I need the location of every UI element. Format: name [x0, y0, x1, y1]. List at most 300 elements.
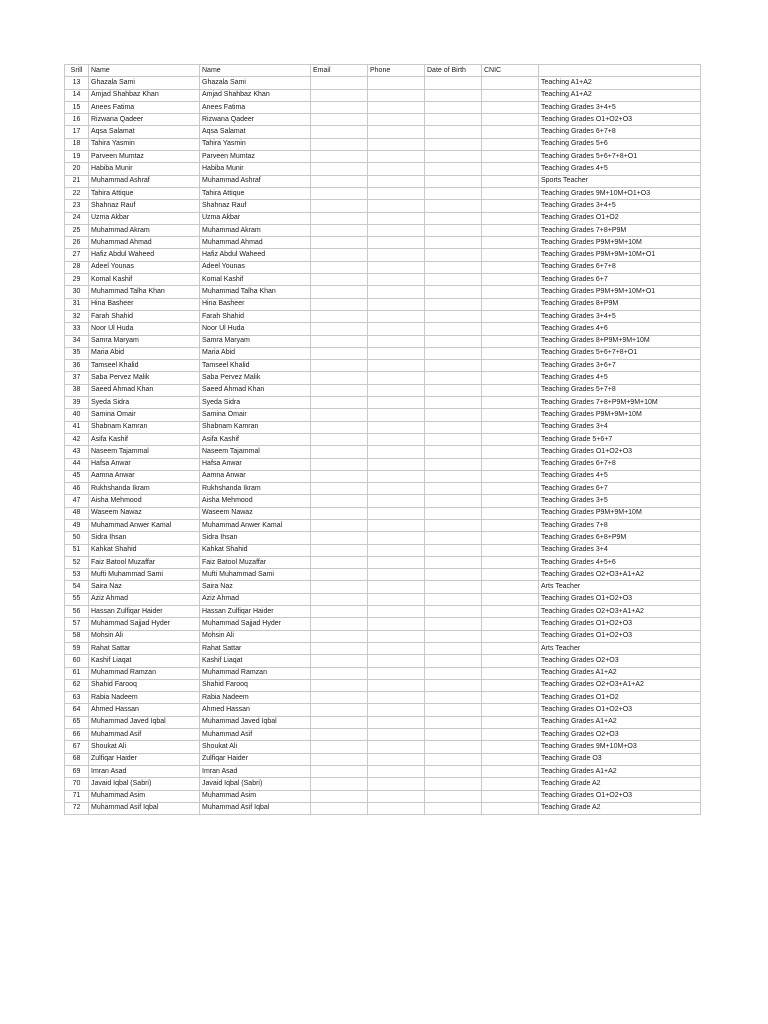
cell-email [311, 310, 368, 322]
cell-cnic [482, 556, 539, 568]
cell-cnic [482, 765, 539, 777]
cell-email [311, 187, 368, 199]
cell-cnic [482, 347, 539, 359]
cell-cnic [482, 163, 539, 175]
cell-name: Saira Naz [89, 581, 200, 593]
cell-name-2: Shabnam Kamran [200, 421, 311, 433]
cell-date-of-birth [425, 151, 482, 163]
cell-role: Teaching Grades O2+O3 [539, 729, 701, 741]
cell-name-2: Kashif Liaqat [200, 655, 311, 667]
cell-role: Teaching Grades O1+O2 [539, 212, 701, 224]
cell-date-of-birth [425, 175, 482, 187]
column-header-role [539, 65, 701, 77]
cell-role: Teaching A1+A2 [539, 89, 701, 101]
cell-name-2: Shoukat Ali [200, 741, 311, 753]
table-row [65, 593, 701, 605]
cell-phone [368, 421, 425, 433]
table-row [65, 729, 701, 741]
table-row [65, 556, 701, 568]
cell-email [311, 470, 368, 482]
cell-name: Parveen Mumtaz [89, 151, 200, 163]
cell-role: Teaching Grades O2+O3 [539, 655, 701, 667]
table-row [65, 384, 701, 396]
cell-role: Teaching Grades 9M+10M+O1+O3 [539, 187, 701, 199]
cell-srill: 17 [65, 126, 89, 138]
cell-srill: 52 [65, 556, 89, 568]
cell-phone [368, 323, 425, 335]
cell-cnic [482, 310, 539, 322]
table-row [65, 89, 701, 101]
cell-role: Teaching Grades P9M+9M+10M [539, 409, 701, 421]
cell-cnic [482, 606, 539, 618]
cell-name: Muhammad Asim [89, 790, 200, 802]
cell-name: Muhammad Anwer Kamal [89, 519, 200, 531]
cell-role: Teaching Grades A1+A2 [539, 716, 701, 728]
cell-srill: 31 [65, 298, 89, 310]
cell-date-of-birth [425, 372, 482, 384]
cell-email [311, 261, 368, 273]
cell-cnic [482, 692, 539, 704]
cell-name: Hafiz Abdul Waheed [89, 249, 200, 261]
cell-name-2: Saba Pervez Malik [200, 372, 311, 384]
cell-phone [368, 753, 425, 765]
table-row [65, 495, 701, 507]
cell-name-2: Muhammad Talha Khan [200, 286, 311, 298]
cell-name: Tahira Yasmin [89, 138, 200, 150]
cell-name: Muhammad Ashraf [89, 175, 200, 187]
cell-phone [368, 692, 425, 704]
cell-date-of-birth [425, 187, 482, 199]
cell-role: Teaching Grades O1+O2+O3 [539, 790, 701, 802]
cell-email [311, 409, 368, 421]
table-row [65, 483, 701, 495]
cell-email [311, 569, 368, 581]
cell-name: Hafsa Anwar [89, 458, 200, 470]
cell-name-2: Mohsin Ali [200, 630, 311, 642]
cell-email [311, 89, 368, 101]
cell-email [311, 360, 368, 372]
cell-cnic [482, 667, 539, 679]
column-header-phone: Phone [368, 65, 425, 77]
cell-name: Rukhshanda Ikram [89, 483, 200, 495]
cell-email [311, 101, 368, 113]
cell-phone [368, 249, 425, 261]
cell-name: Maria Abid [89, 347, 200, 359]
cell-date-of-birth [425, 507, 482, 519]
cell-name: Muhammad Asif Iqbal [89, 802, 200, 814]
cell-srill: 24 [65, 212, 89, 224]
cell-name-2: Ghazala Sami [200, 77, 311, 89]
cell-srill: 45 [65, 470, 89, 482]
cell-email [311, 335, 368, 347]
table-row [65, 433, 701, 445]
cell-date-of-birth [425, 470, 482, 482]
cell-phone [368, 101, 425, 113]
cell-role: Teaching A1+A2 [539, 77, 701, 89]
cell-name: Amjad Shahbaz Khan [89, 89, 200, 101]
cell-srill: 36 [65, 360, 89, 372]
cell-date-of-birth [425, 323, 482, 335]
cell-cnic [482, 224, 539, 236]
cell-cnic [482, 151, 539, 163]
cell-cnic [482, 495, 539, 507]
cell-date-of-birth [425, 433, 482, 445]
cell-date-of-birth [425, 778, 482, 790]
cell-role: Teaching Grade A2 [539, 802, 701, 814]
header-row [65, 65, 701, 77]
cell-cnic [482, 679, 539, 691]
cell-date-of-birth [425, 556, 482, 568]
cell-email [311, 519, 368, 531]
cell-role: Teaching Grades 6+8+P9M [539, 532, 701, 544]
cell-date-of-birth [425, 606, 482, 618]
cell-phone [368, 126, 425, 138]
cell-name: Ghazala Sami [89, 77, 200, 89]
table-row [65, 532, 701, 544]
cell-email [311, 581, 368, 593]
cell-email [311, 446, 368, 458]
cell-email [311, 151, 368, 163]
cell-date-of-birth [425, 790, 482, 802]
cell-srill: 54 [65, 581, 89, 593]
table-row [65, 679, 701, 691]
table-row [65, 163, 701, 175]
cell-phone [368, 151, 425, 163]
cell-email [311, 507, 368, 519]
cell-name: Muhammad Talha Khan [89, 286, 200, 298]
cell-srill: 38 [65, 384, 89, 396]
cell-phone [368, 77, 425, 89]
cell-cnic [482, 507, 539, 519]
cell-role: Teaching Grades 3+4+5 [539, 200, 701, 212]
table-row [65, 790, 701, 802]
cell-date-of-birth [425, 495, 482, 507]
table-row [65, 765, 701, 777]
cell-srill: 40 [65, 409, 89, 421]
cell-date-of-birth [425, 310, 482, 322]
cell-phone [368, 224, 425, 236]
cell-cnic [482, 397, 539, 409]
cell-email [311, 729, 368, 741]
cell-email [311, 384, 368, 396]
cell-email [311, 397, 368, 409]
cell-phone [368, 89, 425, 101]
cell-date-of-birth [425, 446, 482, 458]
cell-name-2: Rahat Sattar [200, 642, 311, 654]
cell-name: Aamna Anwar [89, 470, 200, 482]
cell-name: Farah Shahid [89, 310, 200, 322]
cell-srill: 27 [65, 249, 89, 261]
cell-email [311, 298, 368, 310]
cell-role: Teaching Grades 8+P9M+9M+10M [539, 335, 701, 347]
table-row [65, 360, 701, 372]
table-row [65, 237, 701, 249]
cell-name: Muhammad Sajjad Hyder [89, 618, 200, 630]
cell-cnic [482, 187, 539, 199]
cell-srill: 22 [65, 187, 89, 199]
table-row [65, 630, 701, 642]
cell-cnic [482, 286, 539, 298]
cell-name-2: Syeda Sidra [200, 397, 311, 409]
cell-name-2: Amjad Shahbaz Khan [200, 89, 311, 101]
cell-email [311, 765, 368, 777]
cell-role: Teaching Grades O2+O3+A1+A2 [539, 679, 701, 691]
cell-cnic [482, 704, 539, 716]
cell-cnic [482, 569, 539, 581]
table-row [65, 175, 701, 187]
cell-name-2: Aisha Mehmood [200, 495, 311, 507]
cell-srill: 65 [65, 716, 89, 728]
cell-srill: 55 [65, 593, 89, 605]
cell-phone [368, 261, 425, 273]
cell-name: Samra Maryam [89, 335, 200, 347]
cell-phone [368, 360, 425, 372]
cell-name: Javaid Iqbal (Sabri) [89, 778, 200, 790]
cell-phone [368, 495, 425, 507]
cell-phone [368, 298, 425, 310]
cell-cnic [482, 261, 539, 273]
cell-cnic [482, 519, 539, 531]
cell-name-2: Saira Naz [200, 581, 311, 593]
cell-phone [368, 704, 425, 716]
cell-name: Kahkat Shahid [89, 544, 200, 556]
cell-phone [368, 655, 425, 667]
cell-srill: 57 [65, 618, 89, 630]
cell-cnic [482, 237, 539, 249]
cell-role: Teaching Grades O2+O3+A1+A2 [539, 569, 701, 581]
cell-phone [368, 483, 425, 495]
cell-role: Teaching Grades P9M+9M+10M+O1 [539, 249, 701, 261]
cell-phone [368, 274, 425, 286]
cell-phone [368, 581, 425, 593]
cell-cnic [482, 790, 539, 802]
cell-name: Komal Kashif [89, 274, 200, 286]
cell-name: Naseem Tajammal [89, 446, 200, 458]
cell-phone [368, 569, 425, 581]
cell-cnic [482, 421, 539, 433]
cell-cnic [482, 372, 539, 384]
cell-date-of-birth [425, 114, 482, 126]
cell-phone [368, 716, 425, 728]
cell-email [311, 458, 368, 470]
cell-srill: 33 [65, 323, 89, 335]
cell-email [311, 200, 368, 212]
cell-phone [368, 286, 425, 298]
cell-cnic [482, 753, 539, 765]
cell-cnic [482, 618, 539, 630]
cell-phone [368, 200, 425, 212]
cell-role: Teaching Grades 3+4 [539, 421, 701, 433]
cell-cnic [482, 532, 539, 544]
cell-phone [368, 310, 425, 322]
cell-cnic [482, 360, 539, 372]
cell-srill: 14 [65, 89, 89, 101]
cell-srill: 66 [65, 729, 89, 741]
cell-name-2: Aamna Anwar [200, 470, 311, 482]
cell-srill: 64 [65, 704, 89, 716]
cell-email [311, 642, 368, 654]
cell-role: Teaching Grades 4+5 [539, 372, 701, 384]
cell-name: Aisha Mehmood [89, 495, 200, 507]
cell-role: Teaching Grades O1+O2+O3 [539, 593, 701, 605]
cell-role: Teaching Grades 5+7+8 [539, 384, 701, 396]
cell-phone [368, 397, 425, 409]
cell-date-of-birth [425, 126, 482, 138]
table-row [65, 101, 701, 113]
table-row [65, 446, 701, 458]
cell-phone [368, 446, 425, 458]
cell-role: Teaching Grades P9M+9M+10M+O1 [539, 286, 701, 298]
cell-date-of-birth [425, 544, 482, 556]
cell-name: Samina Omair [89, 409, 200, 421]
cell-name-2: Shahnaz Rauf [200, 200, 311, 212]
cell-date-of-birth [425, 101, 482, 113]
cell-name: Adeel Younas [89, 261, 200, 273]
cell-name-2: Rabia Nadeem [200, 692, 311, 704]
cell-srill: 44 [65, 458, 89, 470]
cell-name-2: Waseem Nawaz [200, 507, 311, 519]
cell-srill: 61 [65, 667, 89, 679]
cell-role: Teaching Grades 6+7 [539, 483, 701, 495]
cell-role: Arts Teacher [539, 581, 701, 593]
cell-cnic [482, 593, 539, 605]
cell-phone [368, 778, 425, 790]
cell-date-of-birth [425, 679, 482, 691]
cell-name: Rabia Nadeem [89, 692, 200, 704]
cell-phone [368, 606, 425, 618]
cell-srill: 35 [65, 347, 89, 359]
cell-name-2: Sidra Ihsan [200, 532, 311, 544]
cell-date-of-birth [425, 519, 482, 531]
cell-date-of-birth [425, 360, 482, 372]
cell-email [311, 532, 368, 544]
table-row [65, 507, 701, 519]
cell-role: Teaching Grades O1+O2+O3 [539, 114, 701, 126]
cell-cnic [482, 77, 539, 89]
cell-phone [368, 679, 425, 691]
cell-srill: 49 [65, 519, 89, 531]
cell-role: Teaching Grade 5+6+7 [539, 433, 701, 445]
cell-date-of-birth [425, 212, 482, 224]
cell-name-2: Asifa Kashif [200, 433, 311, 445]
cell-email [311, 114, 368, 126]
cell-srill: 48 [65, 507, 89, 519]
cell-srill: 30 [65, 286, 89, 298]
cell-date-of-birth [425, 249, 482, 261]
cell-name-2: Aziz Ahmad [200, 593, 311, 605]
cell-name-2: Naseem Tajammal [200, 446, 311, 458]
cell-email [311, 126, 368, 138]
cell-name: Zulfiqar Haider [89, 753, 200, 765]
cell-name-2: Muhammad Asif [200, 729, 311, 741]
column-header-email: Email [311, 65, 368, 77]
cell-srill: 67 [65, 741, 89, 753]
cell-cnic [482, 433, 539, 445]
cell-name: Anees Fatima [89, 101, 200, 113]
cell-name-2: Muhammad Asif Iqbal [200, 802, 311, 814]
cell-srill: 19 [65, 151, 89, 163]
cell-date-of-birth [425, 729, 482, 741]
table-row [65, 126, 701, 138]
cell-role: Teaching Grades 3+4+5 [539, 101, 701, 113]
cell-srill: 51 [65, 544, 89, 556]
cell-date-of-birth [425, 237, 482, 249]
cell-date-of-birth [425, 298, 482, 310]
cell-name-2: Muhammad Anwer Kamal [200, 519, 311, 531]
cell-name-2: Rizwana Qadeer [200, 114, 311, 126]
cell-phone [368, 507, 425, 519]
cell-cnic [482, 741, 539, 753]
cell-email [311, 692, 368, 704]
cell-role: Teaching Grades 4+5 [539, 163, 701, 175]
cell-name: Tahira Attique [89, 187, 200, 199]
cell-name: Muhammad Ramzan [89, 667, 200, 679]
cell-srill: 70 [65, 778, 89, 790]
cell-name-2: Muhammad Ramzan [200, 667, 311, 679]
table-row [65, 716, 701, 728]
cell-srill: 58 [65, 630, 89, 642]
table-row [65, 569, 701, 581]
cell-date-of-birth [425, 655, 482, 667]
table-row [65, 802, 701, 814]
cell-name-2: Ahmed Hassan [200, 704, 311, 716]
cell-role: Teaching Grades O1+O2+O3 [539, 618, 701, 630]
cell-name: Faiz Batool Muzaffar [89, 556, 200, 568]
cell-email [311, 237, 368, 249]
table-row [65, 77, 701, 89]
table-row [65, 114, 701, 126]
cell-email [311, 483, 368, 495]
cell-name: Aqsa Salamat [89, 126, 200, 138]
table-row [65, 249, 701, 261]
table-row [65, 642, 701, 654]
cell-phone [368, 335, 425, 347]
cell-phone [368, 237, 425, 249]
cell-cnic [482, 483, 539, 495]
table-row [65, 224, 701, 236]
cell-name: Imran Asad [89, 765, 200, 777]
cell-email [311, 249, 368, 261]
cell-cnic [482, 655, 539, 667]
table-row [65, 138, 701, 150]
cell-name: Asifa Kashif [89, 433, 200, 445]
cell-srill: 28 [65, 261, 89, 273]
cell-name: Syeda Sidra [89, 397, 200, 409]
table-row [65, 335, 701, 347]
table-row [65, 212, 701, 224]
cell-srill: 72 [65, 802, 89, 814]
cell-role: Teaching Grades O1+O2+O3 [539, 704, 701, 716]
cell-phone [368, 667, 425, 679]
cell-srill: 34 [65, 335, 89, 347]
cell-name: Waseem Nawaz [89, 507, 200, 519]
cell-phone [368, 347, 425, 359]
cell-date-of-birth [425, 741, 482, 753]
cell-name: Uzma Akbar [89, 212, 200, 224]
table-row [65, 458, 701, 470]
cell-role: Teaching Grades 4+6 [539, 323, 701, 335]
cell-name-2: Tahira Attique [200, 187, 311, 199]
cell-phone [368, 433, 425, 445]
cell-email [311, 704, 368, 716]
table-body [65, 77, 701, 815]
cell-role: Teaching Grades 7+8+P9M [539, 224, 701, 236]
cell-cnic [482, 778, 539, 790]
cell-email [311, 778, 368, 790]
cell-name-2: Komal Kashif [200, 274, 311, 286]
cell-date-of-birth [425, 397, 482, 409]
cell-cnic [482, 175, 539, 187]
